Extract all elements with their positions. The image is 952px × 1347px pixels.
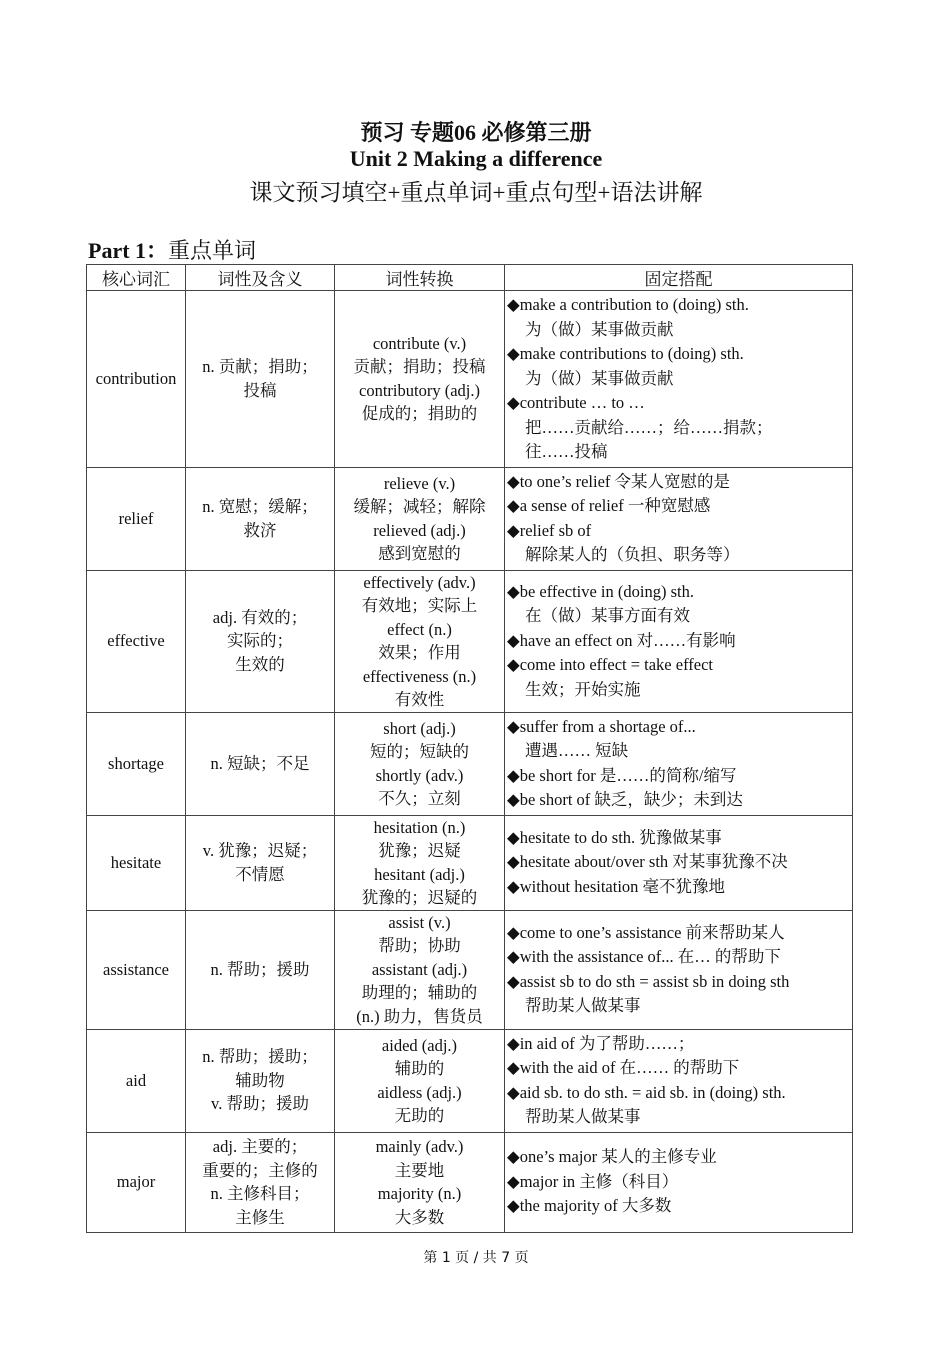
phrase-item bbox=[507, 494, 852, 519]
word-cell: major bbox=[87, 1132, 186, 1232]
form-line: 有效地；实际上 bbox=[361, 596, 478, 615]
phrase-translation: 把……贡献给……；给……捐款； bbox=[525, 417, 773, 437]
diamond-bullet-icon: ◆ bbox=[507, 581, 520, 601]
form-line: contribute (v.) bbox=[372, 333, 467, 353]
phrase-text: make contributions to (doing) sth. bbox=[519, 344, 744, 363]
phrase-text: with the aid of 在…… 的帮助下 bbox=[519, 1058, 740, 1077]
word-forms-cell bbox=[335, 712, 505, 815]
form-line: 有效性 bbox=[394, 690, 445, 709]
phrase-item bbox=[507, 519, 852, 544]
phrase-item bbox=[507, 850, 852, 875]
form-line: 感到宽慰的 bbox=[378, 544, 461, 563]
form-line: 无助的 bbox=[394, 1106, 445, 1125]
vocabulary-table bbox=[86, 264, 853, 1233]
header-cell: 词性转换 bbox=[335, 265, 505, 291]
form-line: 帮助；协助 bbox=[378, 936, 461, 956]
phrase-text: hesitate to do sth. 犹豫做某事 bbox=[519, 827, 722, 847]
doc-subtitle: Unit 2 Making a difference bbox=[349, 146, 603, 171]
form-line: effect (n.) bbox=[387, 619, 452, 639]
meaning-cell bbox=[186, 467, 335, 570]
meaning-line: adj. 主要的； bbox=[212, 1137, 308, 1156]
phrase-text: with the assistance of... 在… 的帮助下 bbox=[519, 947, 781, 966]
phrases-cell bbox=[505, 570, 853, 712]
meaning-line: 救济 bbox=[243, 520, 277, 540]
table-row bbox=[87, 1132, 853, 1232]
diamond-bullet-icon: ◆ bbox=[507, 1082, 520, 1102]
phrase-text: assist sb to do sth = assist sb in doing sth bbox=[519, 971, 790, 991]
meaning-line: v. 犹豫；迟疑； bbox=[202, 841, 318, 860]
meaning-line: 主修生 bbox=[235, 1207, 285, 1227]
phrases-cell bbox=[505, 815, 853, 910]
phrase-text: the majority of 大多数 bbox=[519, 1196, 672, 1216]
phrase-translation: 往……投稿 bbox=[525, 442, 608, 461]
meaning-cell bbox=[186, 1029, 335, 1132]
meaning-cell bbox=[186, 910, 335, 1029]
form-line: relieve (v.) bbox=[383, 473, 456, 493]
diamond-bullet-icon: ◆ bbox=[507, 1058, 520, 1077]
phrases-cell bbox=[505, 1029, 853, 1132]
phrase-text: without hesitation 毫不犹豫地 bbox=[519, 876, 726, 896]
meaning-line: n. 宽慰；缓解； bbox=[202, 497, 318, 516]
form-line: 效果；作用 bbox=[378, 643, 461, 662]
phrase-text: aid sb. to do sth. = aid sb. in (doing) sth. bbox=[519, 1082, 786, 1102]
meaning-line: 不情愿 bbox=[235, 864, 285, 884]
phrase-item bbox=[507, 1170, 852, 1195]
form-line: 缓解；减轻；解除 bbox=[353, 497, 486, 516]
section-title: 重点单词 bbox=[168, 238, 257, 263]
diamond-bullet-icon: ◆ bbox=[507, 852, 520, 872]
diamond-bullet-icon: ◆ bbox=[507, 393, 520, 412]
form-line: hesitant (adj.) bbox=[374, 864, 465, 884]
phrase-translation: 在（做）某事方面有效 bbox=[525, 606, 690, 626]
form-line: short (adj.) bbox=[383, 718, 456, 738]
diamond-bullet-icon: ◆ bbox=[507, 922, 520, 942]
table-row bbox=[87, 910, 853, 1029]
form-line: 短的；短缺的 bbox=[370, 742, 469, 761]
header-cell: 固定搭配 bbox=[505, 265, 853, 291]
form-line: (n.) 助力，售货员 bbox=[356, 1006, 483, 1026]
word-forms-cell bbox=[335, 291, 505, 468]
page-footer: 第 1 页 / 共 7 页 bbox=[423, 1250, 529, 1266]
meaning-cell bbox=[186, 815, 335, 910]
phrase-translation: 遭遇…… 短缺 bbox=[525, 741, 629, 760]
phrase-text: major in 主修（科目） bbox=[519, 1171, 679, 1191]
phrase-translation: 为（做）某事做贡献 bbox=[525, 368, 674, 388]
phrase-text: be short for 是……的简称/缩写 bbox=[519, 765, 737, 785]
diamond-bullet-icon: ◆ bbox=[507, 655, 520, 675]
diamond-bullet-icon: ◆ bbox=[507, 630, 520, 650]
phrase-item bbox=[507, 629, 852, 654]
phrase-item bbox=[507, 1056, 852, 1081]
phrases-cell bbox=[505, 467, 853, 570]
phrase-item bbox=[507, 875, 852, 900]
form-line: assist (v.) bbox=[388, 912, 451, 932]
meaning-line: n. 帮助；援助 bbox=[210, 959, 310, 979]
phrase-item bbox=[507, 764, 852, 789]
form-line: 犹豫；迟疑 bbox=[378, 841, 461, 860]
word-cell: assistance bbox=[87, 910, 186, 1029]
phrase-translation: 帮助某人做某事 bbox=[525, 1107, 641, 1126]
word-forms-cell bbox=[335, 910, 505, 1029]
phrase-item bbox=[507, 470, 852, 495]
meaning-cell bbox=[186, 291, 335, 468]
form-line: 贡献；捐助；投稿 bbox=[353, 357, 486, 377]
word-forms-cell bbox=[335, 1132, 505, 1232]
phrase-translation: 为（做）某事做贡献 bbox=[525, 319, 674, 339]
diamond-bullet-icon: ◆ bbox=[507, 1171, 520, 1191]
phrases-cell bbox=[505, 291, 853, 468]
table-row bbox=[87, 1029, 853, 1132]
form-line: aided (adj.) bbox=[381, 1035, 458, 1055]
phrase-item bbox=[507, 945, 852, 970]
form-line: relieved (adj.) bbox=[373, 520, 466, 540]
phrase-item bbox=[507, 826, 852, 851]
phrase-item bbox=[507, 342, 852, 367]
diamond-bullet-icon: ◆ bbox=[507, 876, 520, 896]
section-heading bbox=[88, 234, 256, 265]
word-forms-cell bbox=[335, 467, 505, 570]
phrase-text: come to one’s assistance 前来帮助某人 bbox=[519, 922, 785, 942]
section-label: Part 1： bbox=[88, 238, 169, 263]
meaning-line: 重要的；主修的 bbox=[202, 1160, 318, 1180]
phrases-cell bbox=[505, 1132, 853, 1232]
form-line: aidless (adj.) bbox=[377, 1082, 462, 1102]
diamond-bullet-icon: ◆ bbox=[507, 344, 520, 363]
word-cell: effective bbox=[87, 570, 186, 712]
header-cell: 词性及含义 bbox=[186, 265, 335, 291]
meaning-line: n. 贡献；捐助； bbox=[202, 357, 318, 377]
phrase-translation: 解除某人的（负担、职务等） bbox=[525, 545, 740, 564]
phrase-item bbox=[507, 293, 852, 318]
doc-title: 预习 专题06 必修第三册 bbox=[360, 120, 592, 145]
phrase-text: have an effect on 对……有影响 bbox=[519, 630, 736, 650]
meaning-line: n. 短缺；不足 bbox=[210, 753, 310, 773]
word-cell: contribution bbox=[87, 291, 186, 468]
diamond-bullet-icon: ◆ bbox=[507, 471, 520, 491]
phrase-item bbox=[507, 1194, 852, 1219]
phrase-text: come into effect = take effect bbox=[519, 655, 714, 675]
phrase-text: in aid of 为了帮助……； bbox=[519, 1033, 695, 1053]
diamond-bullet-icon: ◆ bbox=[507, 971, 520, 991]
meaning-line: v. 帮助；援助 bbox=[211, 1094, 309, 1114]
phrase-text: to one’s relief 令某人宽慰的是 bbox=[519, 471, 731, 491]
diamond-bullet-icon: ◆ bbox=[507, 947, 520, 966]
phrase-item bbox=[507, 391, 852, 416]
phrase-text: contribute … to … bbox=[519, 393, 645, 412]
phrase-text: hesitate about/over sth 对某事犹豫不决 bbox=[519, 852, 788, 872]
phrase-translation: 帮助某人做某事 bbox=[525, 996, 641, 1015]
phrase-text: suffer from a shortage of... bbox=[519, 716, 696, 736]
form-line: 大多数 bbox=[394, 1207, 445, 1227]
phrase-text: be effective in (doing) sth. bbox=[519, 581, 694, 601]
diamond-bullet-icon: ◆ bbox=[507, 790, 520, 809]
phrase-item bbox=[507, 921, 852, 946]
word-cell: shortage bbox=[87, 712, 186, 815]
phrase-item bbox=[507, 1081, 852, 1106]
form-line: contributory (adj.) bbox=[359, 380, 480, 400]
phrases-cell bbox=[505, 712, 853, 815]
phrase-text: a sense of relief 一种宽慰感 bbox=[519, 496, 711, 515]
table-row bbox=[87, 815, 853, 910]
form-line: hesitation (n.) bbox=[373, 817, 466, 837]
diamond-bullet-icon: ◆ bbox=[507, 716, 520, 736]
phrase-item bbox=[507, 580, 852, 605]
form-line: effectively (adv.) bbox=[363, 572, 476, 592]
form-line: shortly (adv.) bbox=[375, 765, 464, 785]
diamond-bullet-icon: ◆ bbox=[507, 1196, 520, 1216]
phrase-item bbox=[507, 715, 852, 740]
phrase-text: be short of 缺乏，缺少；未到达 bbox=[519, 790, 743, 809]
meaning-cell bbox=[186, 712, 335, 815]
form-line: 促成的；捐助的 bbox=[361, 404, 478, 424]
meaning-line: n. 主修科目； bbox=[210, 1184, 310, 1203]
meaning-cell bbox=[186, 570, 335, 712]
meaning-line: 生效的 bbox=[235, 654, 285, 674]
table-row bbox=[87, 291, 853, 468]
form-line: effectiveness (n.) bbox=[362, 666, 477, 686]
meaning-line: n. 帮助；援助； bbox=[202, 1047, 318, 1067]
table-row bbox=[87, 570, 853, 712]
word-forms-cell bbox=[335, 815, 505, 910]
header-cell: 核心词汇 bbox=[87, 265, 186, 291]
meaning-line: adj. 有效的； bbox=[212, 607, 308, 627]
word-cell: aid bbox=[87, 1029, 186, 1132]
phrase-item bbox=[507, 788, 852, 813]
diamond-bullet-icon: ◆ bbox=[507, 295, 520, 314]
form-line: assistant (adj.) bbox=[371, 959, 468, 979]
diamond-bullet-icon: ◆ bbox=[507, 496, 520, 515]
diamond-bullet-icon: ◆ bbox=[507, 827, 520, 847]
doc-description: 课文预习填空+重点单词+重点句型+语法讲解 bbox=[249, 180, 703, 205]
phrase-text: relief sb of bbox=[519, 520, 592, 540]
phrase-text: one’s major 某人的主修专业 bbox=[519, 1147, 717, 1167]
diamond-bullet-icon: ◆ bbox=[507, 520, 520, 540]
word-cell: relief bbox=[87, 467, 186, 570]
meaning-line: 辅助物 bbox=[235, 1070, 285, 1090]
word-forms-cell bbox=[335, 570, 505, 712]
form-line: 犹豫的；迟疑的 bbox=[361, 888, 478, 907]
phrase-item bbox=[507, 1032, 852, 1057]
meaning-cell bbox=[186, 1132, 335, 1232]
form-line: 助理的；辅助的 bbox=[361, 983, 478, 1003]
diamond-bullet-icon: ◆ bbox=[507, 1033, 520, 1053]
form-line: 不久；立刻 bbox=[378, 789, 461, 808]
phrase-item bbox=[507, 1145, 852, 1170]
diamond-bullet-icon: ◆ bbox=[507, 765, 520, 785]
form-line: majority (n.) bbox=[377, 1184, 462, 1203]
diamond-bullet-icon: ◆ bbox=[507, 1147, 520, 1167]
phrase-translation: 生效；开始实施 bbox=[525, 679, 641, 699]
table-header-row bbox=[87, 265, 853, 291]
word-cell: hesitate bbox=[87, 815, 186, 910]
form-line: mainly (adv.) bbox=[375, 1137, 464, 1156]
phrase-item bbox=[507, 970, 852, 995]
phrase-item bbox=[507, 653, 852, 678]
phrase-text: make a contribution to (doing) sth. bbox=[519, 295, 749, 314]
table-row bbox=[87, 467, 853, 570]
meaning-line: 实际的； bbox=[227, 631, 293, 651]
word-forms-cell bbox=[335, 1029, 505, 1132]
phrases-cell bbox=[505, 910, 853, 1029]
table-row bbox=[87, 712, 853, 815]
form-line: 辅助的 bbox=[394, 1059, 445, 1078]
form-line: 主要地 bbox=[394, 1160, 445, 1180]
meaning-line: 投稿 bbox=[243, 380, 277, 400]
